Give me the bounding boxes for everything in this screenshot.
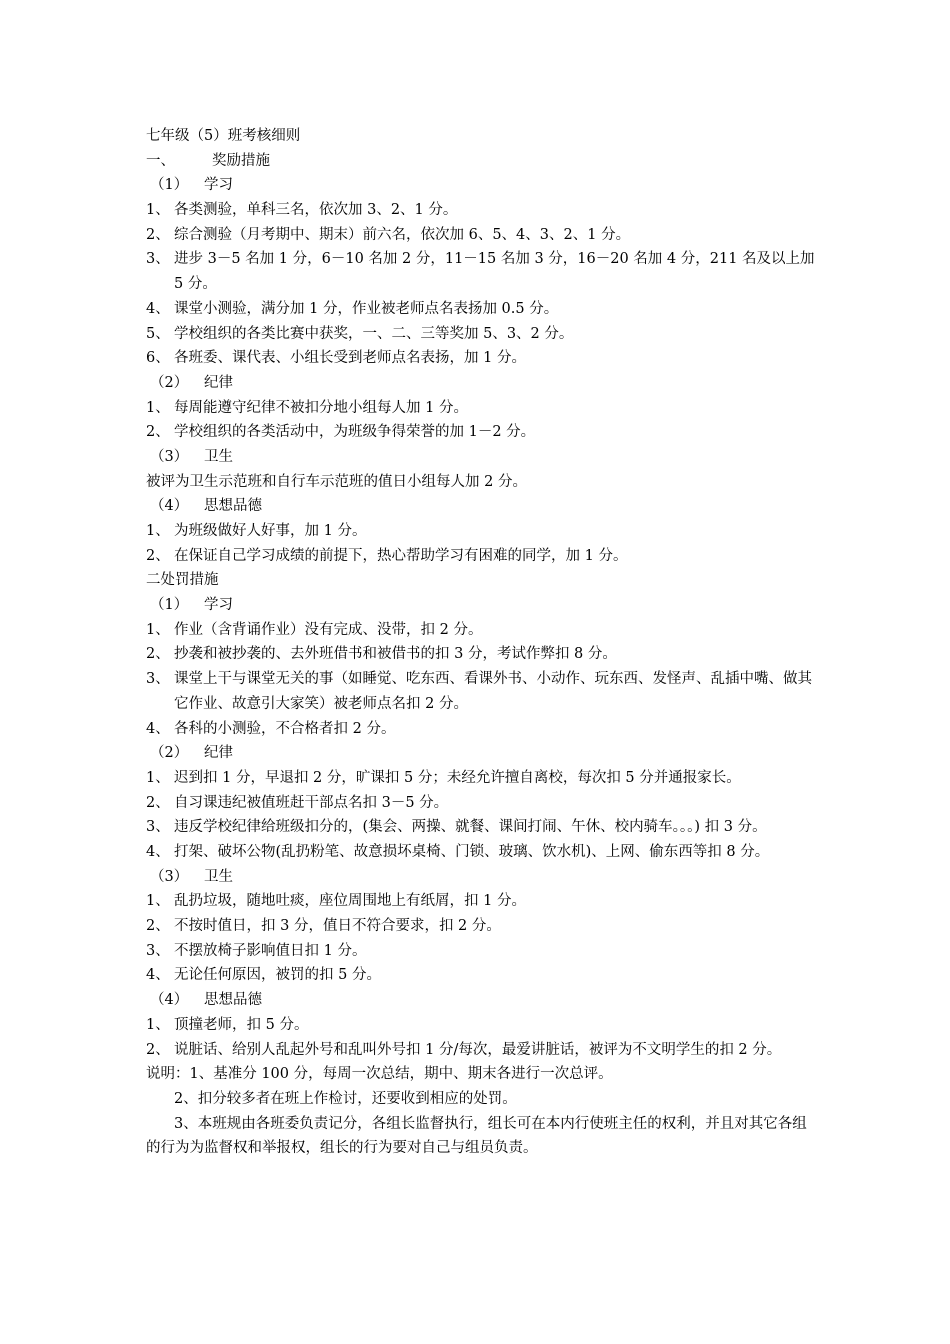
list-item: 1、 为班级做好人好事，加 1 分。 bbox=[146, 523, 367, 540]
list-item: 1、 迟到扣 1 分，早退扣 2 分，旷课扣 5 分；未经允许擅自离校，每次扣 5 分并通报家长。 bbox=[146, 769, 741, 786]
note-line: 说明：1、基准分 100 分，每周一次总结，期中、期末各进行一次总评。 bbox=[146, 1066, 613, 1083]
subsection-number: （3） bbox=[150, 448, 189, 465]
subsection-heading-penalty-study bbox=[146, 593, 818, 618]
section-heading-reward bbox=[146, 149, 818, 174]
list-item: 1、 乱扔垃圾，随地吐痰，座位周围地上有纸屑，扣 1 分。 bbox=[146, 893, 526, 910]
list-item: 4、 打架、破坏公物(乱扔粉笔、故意损坏桌椅、门锁、玻璃、饮水机)、上网、偷东西等扣 8 分。 bbox=[146, 844, 770, 860]
subsection-title: 卫生 bbox=[204, 448, 233, 465]
list-item: 2、 综合测验（月考期中、期末）前六名，依次加 6、5、4、3、2、1 分。 bbox=[146, 226, 631, 243]
list-item: 4、 无论任何原因，被罚的扣 5 分。 bbox=[146, 967, 381, 984]
subsection-number: （2） bbox=[150, 745, 189, 762]
subsection-heading-penalty-morality bbox=[146, 988, 818, 1013]
section-title: 奖励措施 bbox=[212, 152, 270, 169]
list-item: 2、 在保证自己学习成绩的前提下，热心帮助学习有困难的同学，加 1 分。 bbox=[146, 547, 628, 564]
note-line: 2、扣分较多者在班上作检讨，还要收到相应的处罚。 bbox=[174, 1090, 517, 1107]
subsection-title: 学习 bbox=[204, 597, 233, 614]
list-item: 1、 每周能遵守纪律不被扣分地小组每人加 1 分。 bbox=[146, 399, 468, 416]
list-item: 2、 自习课违纪被值班赶干部点名扣 3－5 分。 bbox=[146, 794, 449, 811]
list-item: 5、 学校组织的各类比赛中获奖，一、二、三等奖加 5、3、2 分。 bbox=[146, 325, 574, 342]
list-item: 1、 顶撞老师，扣 5 分。 bbox=[146, 1016, 309, 1033]
note-paragraph: 3、本班规由各班委负责记分，各组长监督执行，组长可在本内行使班主任的权利，并且对其它各组的行为为监督权和举报权，组长的行为要对自己与组员负责。 bbox=[146, 1115, 807, 1157]
subsection-number: （4） bbox=[150, 498, 189, 515]
document-page bbox=[146, 124, 818, 1161]
subsection-heading-penalty-discipline bbox=[146, 741, 818, 766]
subsection-number: （4） bbox=[150, 992, 189, 1009]
subsection-heading-reward-discipline bbox=[146, 371, 818, 396]
subsection-heading-penalty-hygiene bbox=[146, 865, 818, 890]
list-item: 3、 课堂上干与课堂无关的事（如睡觉、吃东西、看课外书、小动作、玩东西、发怪声、乱插中嘴、做其它作业、故意引大家笑）被老师点名扣 2 分。 bbox=[146, 671, 812, 712]
list-item: 2、 不按时值日，扣 3 分，值日不符合要求，扣 2 分。 bbox=[146, 918, 501, 935]
subsection-heading-reward-morality bbox=[146, 494, 818, 519]
list-item: 1、 各类测验，单科三名，依次加 3、2、1 分。 bbox=[146, 202, 458, 219]
subsection-heading-reward-study bbox=[146, 173, 818, 198]
subsection-number: （2） bbox=[150, 374, 189, 391]
list-item: 4、 课堂小测验，满分加 1 分，作业被老师点名表扬加 0.5 分。 bbox=[146, 300, 559, 317]
list-item: 2、 学校组织的各类活动中，为班级争得荣誉的加 1－2 分。 bbox=[146, 424, 536, 441]
subsection-title: 卫生 bbox=[204, 868, 233, 885]
subsection-title: 思想品德 bbox=[204, 992, 262, 1009]
subsection-number: （3） bbox=[150, 868, 189, 885]
subsection-number: （1） bbox=[150, 597, 189, 614]
list-item: 4、 各科的小测验，不合格者扣 2 分。 bbox=[146, 720, 396, 737]
subsection-number: （1） bbox=[150, 177, 189, 194]
list-item: 2、 抄袭和被抄袭的、去外班借书和被借书的扣 3 分，考试作弊扣 8 分。 bbox=[146, 646, 617, 663]
list-item: 3、 不摆放椅子影响值日扣 1 分。 bbox=[146, 942, 367, 959]
subsection-title: 思想品德 bbox=[204, 498, 262, 515]
section-heading-penalty: 二处罚措施 bbox=[146, 572, 219, 589]
subsection-title: 学习 bbox=[204, 177, 233, 194]
list-item: 2、 说脏话、给别人乱起外号和乱叫外号扣 1 分/每次，最爱讲脏话，被评为不文明学生的扣 2 分。 bbox=[146, 1041, 782, 1058]
subsection-title: 纪律 bbox=[204, 745, 233, 762]
list-item: 3、 违反学校纪律给班级扣分的，(集会、两操、就餐、课间打闹、午休、校内骑车。。。) 扣 3 分。 bbox=[146, 819, 767, 836]
list-item: 6、 各班委、课代表、小组长受到老师点名表扬，加 1 分。 bbox=[146, 350, 526, 367]
subsection-heading-reward-hygiene bbox=[146, 445, 818, 470]
section-number: 一、 bbox=[146, 152, 175, 169]
subsection-title: 纪律 bbox=[204, 374, 233, 391]
paragraph: 被评为卫生示范班和自行车示范班的值日小组每人加 2 分。 bbox=[146, 473, 527, 490]
list-item: 1、 作业（含背诵作业）没有完成、没带，扣 2 分。 bbox=[146, 621, 483, 638]
list-item: 3、 进步 3－5 名加 1 分，6－10 名加 2 分，11－15 名加 3 分，16－20 名加 4 分，211 名及以上加 5 分。 bbox=[146, 251, 815, 293]
document-title: 七年级（5）班考核细则 bbox=[146, 128, 301, 144]
